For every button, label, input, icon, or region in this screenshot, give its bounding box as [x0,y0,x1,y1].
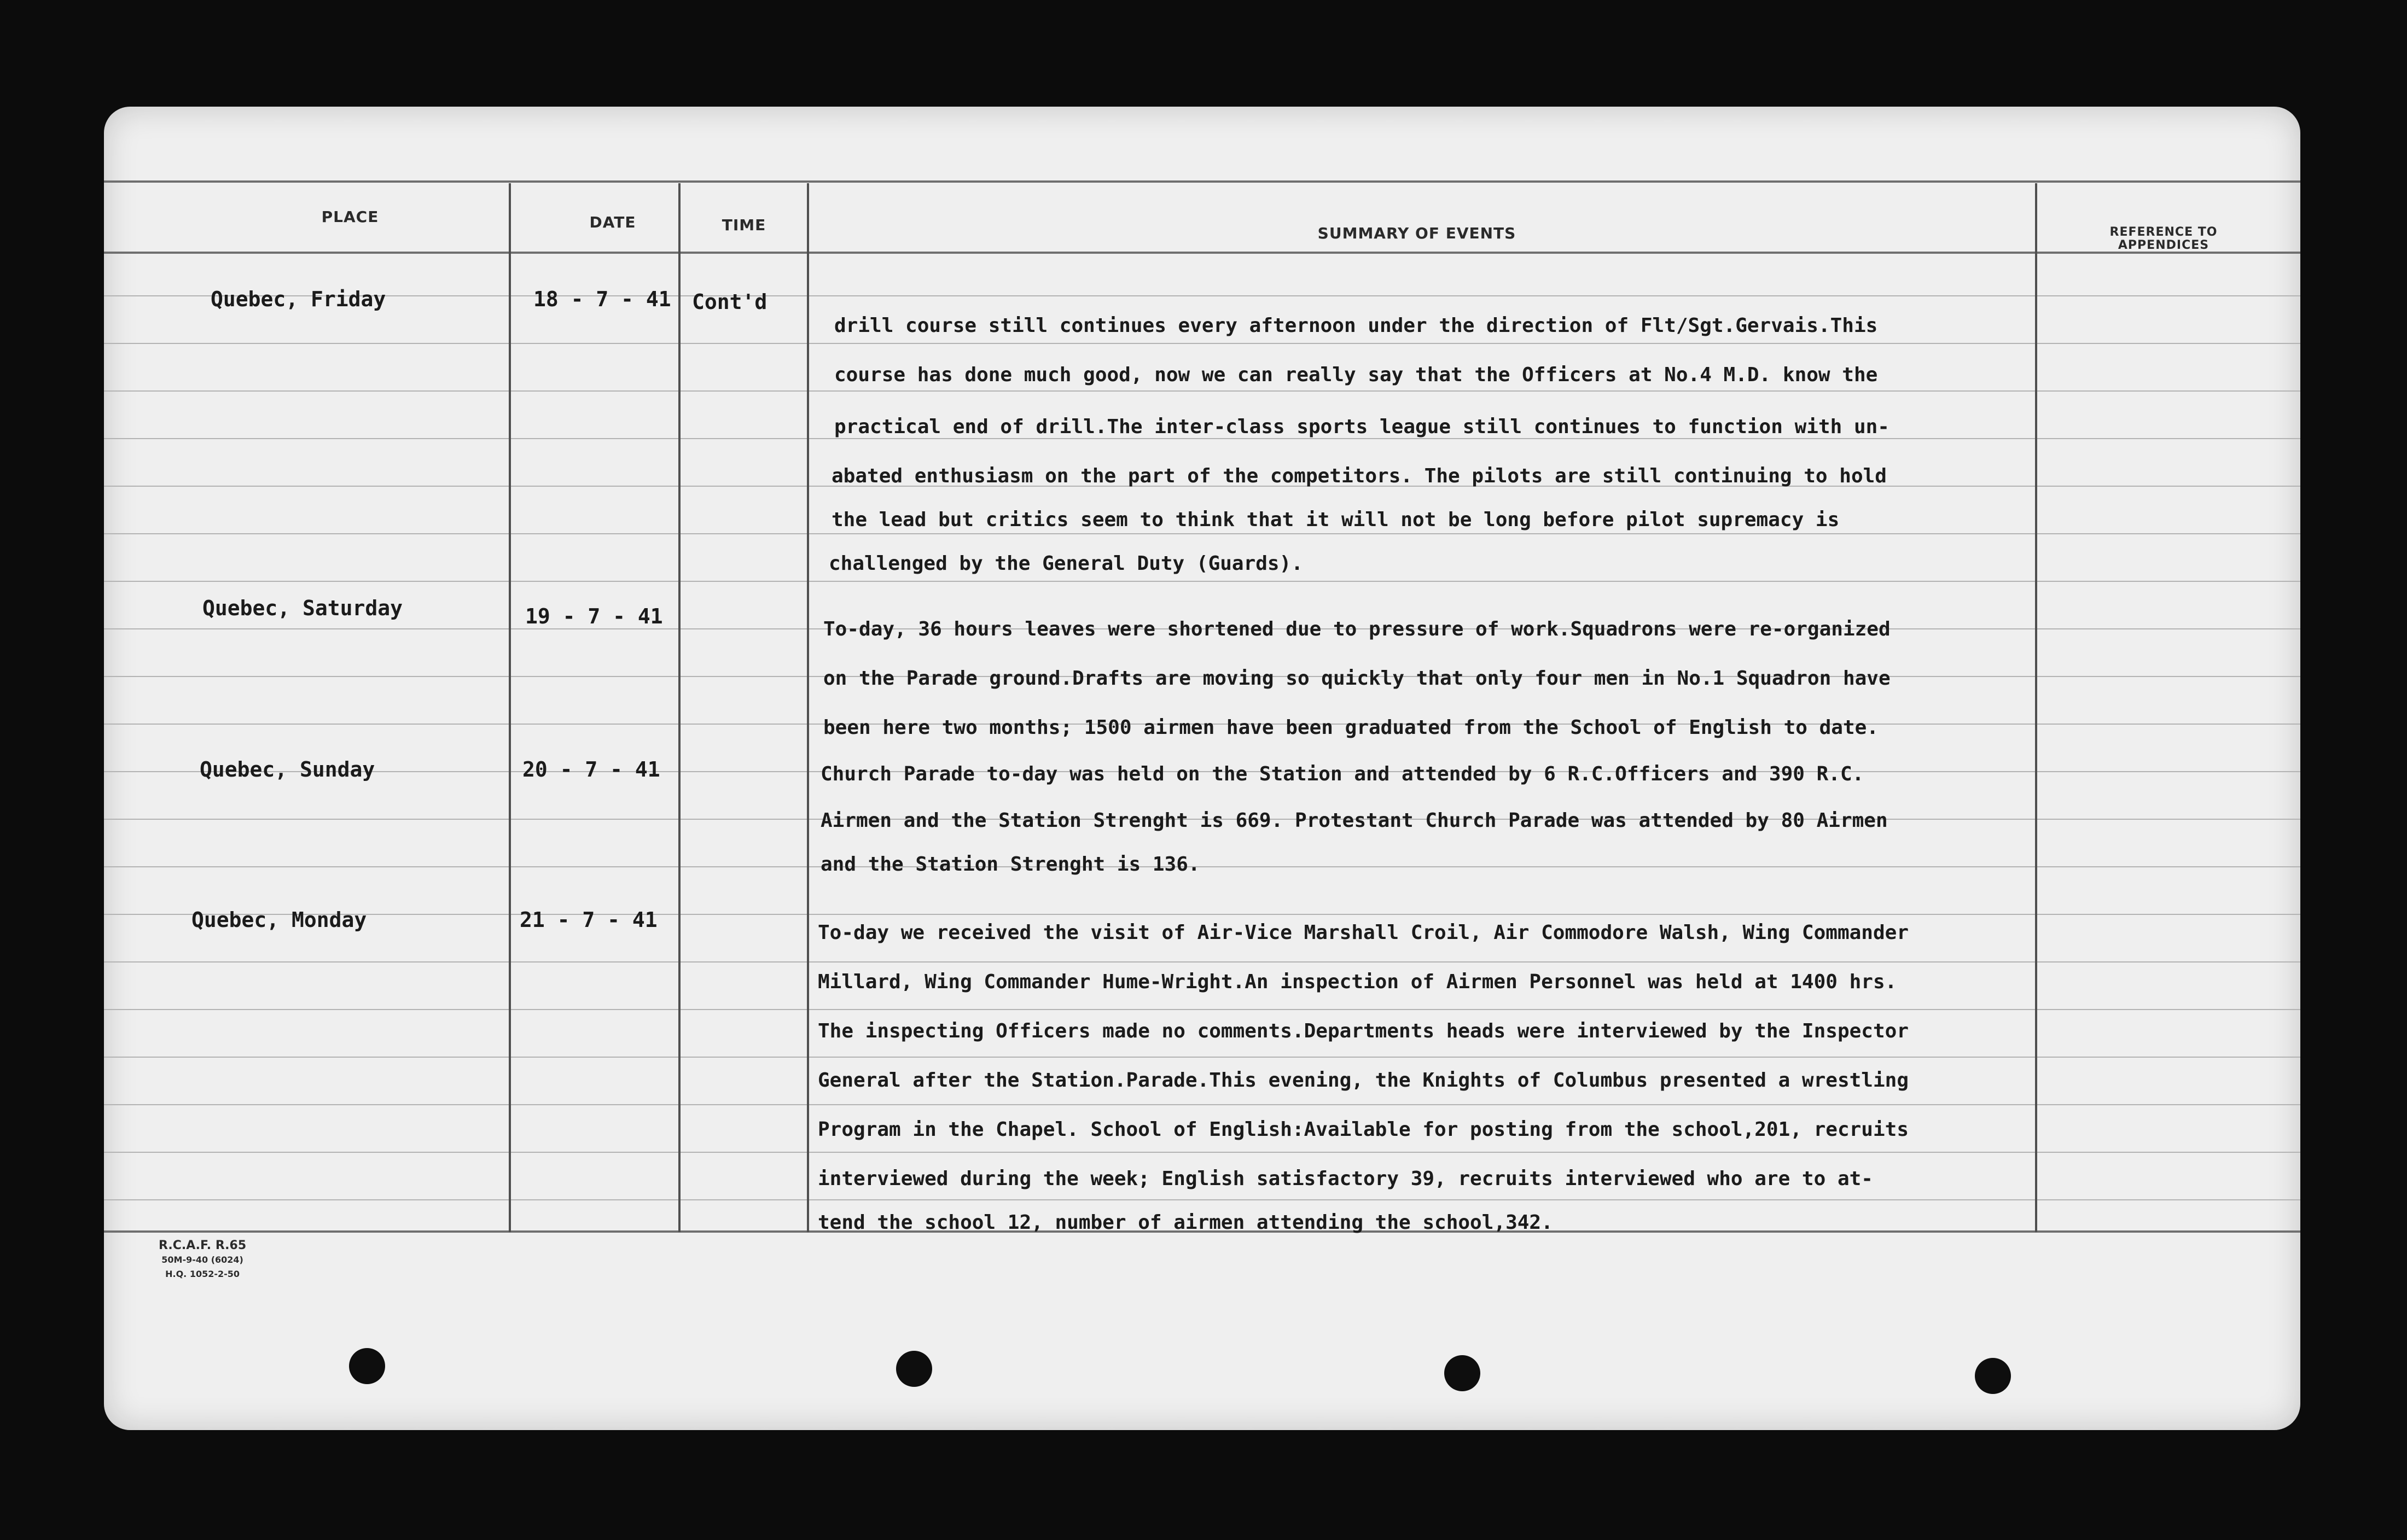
entry-place: Quebec, Friday [211,287,386,311]
rule [104,390,2300,392]
summary-line: on the Parade ground.Drafts are moving so quickly that only four men in No.1 Squadron have [823,667,1891,690]
summary-line: To-day, 36 hours leaves were shortened due to pressure of work.Squadrons were re-organized [823,618,1891,640]
place-date-divider [509,183,511,1232]
summary-line: Airmen and the Station Strenght is 669. Protestant Church Parade was attended by 80 Airmen [821,809,1888,832]
top-rule [104,180,2300,183]
form-identifier [159,1239,246,1281]
summary-line: practical end of drill.The inter-class sports league still continues to function with un- [834,416,1889,438]
rule [104,961,2300,962]
entry-place: Quebec, Monday [191,908,367,932]
summary-line: the lead but critics seem to think that it will not be long before pilot supremacy is [832,509,1840,531]
form-print-code: 50M-9-40 (6024) [161,1255,243,1265]
summary-line: Church Parade to-day was held on the Station and attended by 6 R.C.Officers and 390 R.C. [821,763,1864,785]
header-date: DATE [589,213,636,231]
summary-line: The inspecting Officers made no comments.Departments heads were interviewed by the Inspector [818,1020,1909,1042]
summary-line: General after the Station.Parade.This evening, the Knights of Columbus presented a wrestling [818,1069,1909,1092]
time-summary-divider [807,183,809,1232]
summary-line: and the Station Strenght is 136. [821,853,1200,876]
summary-line: been here two months; 1500 airmen have been graduated from the School of English to date. [823,716,1879,739]
entry-date: 20 - 7 - 41 [522,757,660,781]
summary-line: challenged by the General Duty (Guards). [829,552,1303,575]
header-time: TIME [722,216,766,234]
summary-line: drill course still continues every afternoon under the direction of Flt/Sgt.Gervais.This [834,314,1878,337]
summary-line: To-day we received the visit of Air-Vice Marshall Croil, Air Commodore Walsh, Wing Commander [818,921,1909,944]
binder-hole [1444,1355,1480,1391]
rule [104,1009,2300,1010]
form-hq-code: H.Q. 1052-2-50 [165,1269,240,1279]
binder-hole [349,1348,385,1384]
rule [104,438,2300,439]
summary-line: Program in the Chapel. School of English:Available for posting from the school,201, recruits [818,1118,1909,1141]
header-summary: SUMMARY OF EVENTS [1317,224,1516,242]
binder-hole [896,1351,932,1387]
summary-line: tend the school 12, number of airmen attending the school,342. [818,1211,1553,1234]
rule [104,914,2300,915]
header-place: PLACE [321,208,379,226]
entry-date: 19 - 7 - 41 [525,604,663,628]
entry-place: Quebec, Saturday [202,596,403,620]
form-number: R.C.A.F. R.65 [159,1239,247,1252]
entry-place: Quebec, Sunday [200,757,375,781]
rule [104,343,2300,344]
summary-line: abated enthusiasm on the part of the competitors. The pilots are still continuing to hold [832,465,1887,487]
summary-line: course has done much good, now we can really say that the Officers at No.4 M.D. know the [834,364,1878,386]
rule [104,1199,2300,1200]
summary-line: interviewed during the week; English satisfactory 39, recruits interviewed who are to at- [818,1168,1873,1190]
diary-card [104,107,2300,1430]
entry-date: 21 - 7 - 41 [520,908,658,932]
entry-time: Cont'd [692,290,768,314]
binder-hole [1975,1358,2011,1394]
rule [104,1104,2300,1105]
rule [104,1152,2300,1153]
header-rule [104,252,2300,254]
rule [104,1057,2300,1058]
header-reference: REFERENCE TO APPENDICES [2109,225,2218,252]
rule [104,533,2300,534]
rule [104,581,2300,582]
summary-reference-divider [2035,183,2037,1232]
date-time-divider [678,183,681,1232]
summary-line: Millard, Wing Commander Hume-Wright.An inspection of Airmen Personnel was held at 1400 hrs. [818,971,1897,993]
rule [104,295,2300,296]
rule [104,866,2300,867]
entry-date: 18 - 7 - 41 [533,287,671,311]
